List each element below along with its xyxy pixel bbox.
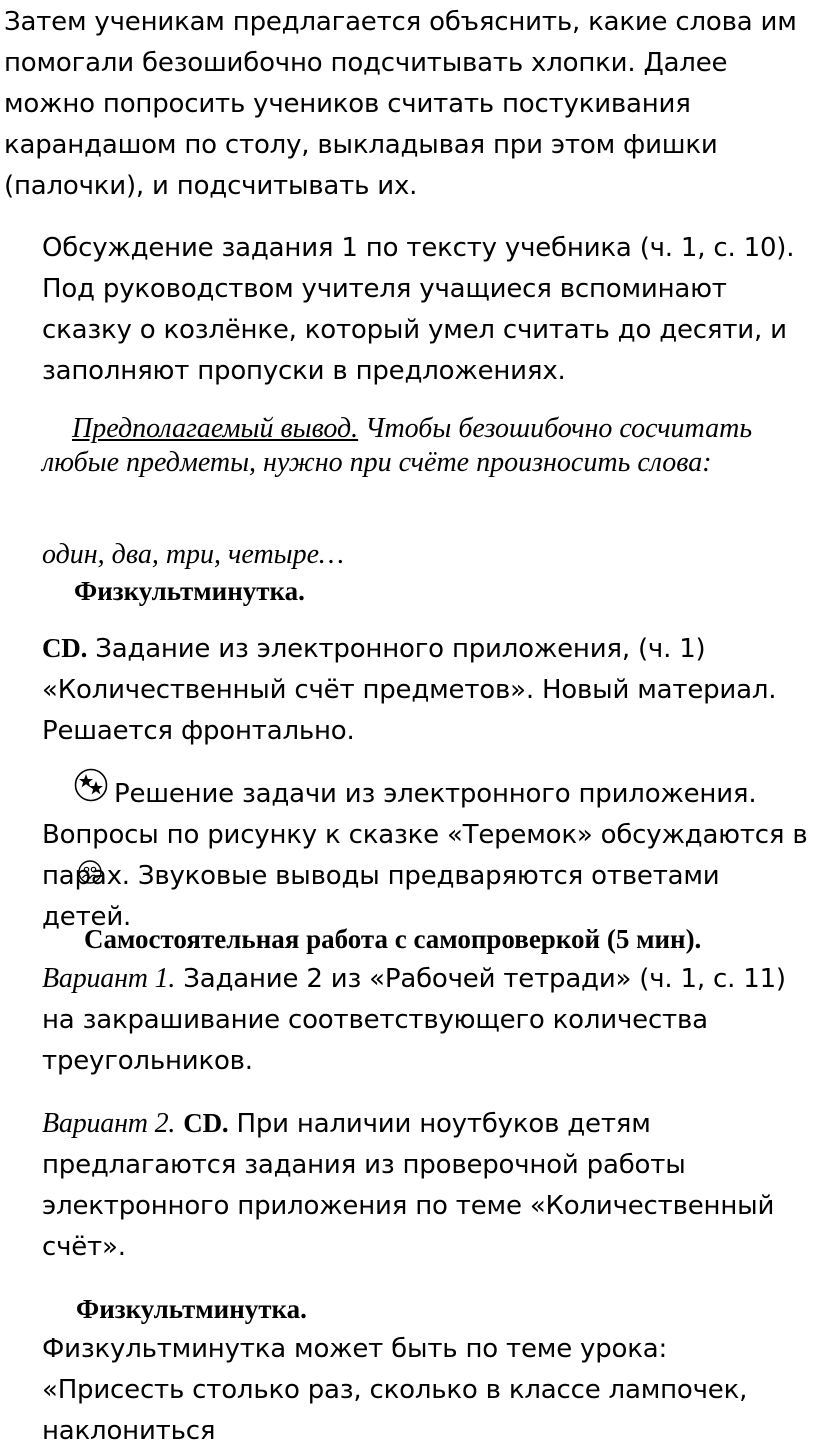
paragraph-variant-1 — [42, 958, 812, 1082]
variant-2-cd-label: CD. — [183, 1108, 229, 1138]
variant-1-label: Вариант 1. — [42, 963, 176, 994]
heading-independent-work: Самостоятельная работа с самопроверкой (5 мин). — [84, 924, 702, 954]
paragraph-intro: Затем ученикам предлагается объяснить, какие слова им помогали безошибочно подсчитывать хлопки. Далее можно попросить учеников считать постукивания карандашом по столу, выкладывая при этом фишки (палочки), и подсчитывать их. — [4, 7, 797, 201]
paragraph-expected-conclusion — [42, 412, 812, 480]
conclusion-text: Чтобы безошибочно сосчитать любые предметы, нужно при счёте произносить слова: — [42, 413, 753, 478]
paragraph-teremok-task — [42, 774, 816, 938]
paragraph-variant-2 — [42, 1103, 812, 1268]
pair-work-icon — [78, 860, 102, 889]
heading-physical-break-1: Физкультминутка. — [74, 576, 305, 606]
paragraph-physical-break-topic: Физкультминутка может быть по теме урока: «Присесть столько раз, сколько в классе лампочек, наклониться — [42, 1334, 748, 1446]
variant-1-text: Задание 2 из «Рабочей тетради» (ч. 1, с. 11) на закрашивание соответствующего количества треугольников. — [42, 964, 786, 1076]
cd-label: CD. — [42, 633, 88, 663]
paragraph-task-1-discussion: Обсуждение задания 1 по тексту учебника (ч. 1, с. 10). Под руководством учителя учащиеся вспоминают сказку о козлёнке, который умел считать до десяти, и заполняют пропуски в предложениях. — [42, 233, 795, 386]
conclusion-label: Предполагаемый вывод. — [72, 413, 359, 444]
variant-2-text: При наличии ноутбуков детям предлагаются задания из проверочной работы электронного приложения по теме «Количественный счёт». — [42, 1109, 775, 1262]
paragraph-cd-task — [42, 628, 812, 752]
teremok-task-text: Решение задачи из электронного приложения. Вопросы по рисунку к сказке «Теремок» обсуждаются в парах. Звуковые выводы предваряются ответами детей. — [42, 779, 808, 932]
paragraph-counting-words: один, два, три, четыре… — [42, 539, 344, 570]
heading-physical-break-2: Физкультминутка. — [76, 1294, 307, 1324]
cd-task-text: Задание из электронного приложения, (ч. 1) «Количественный счёт предметов». Новый материал. Решается фронтально. — [42, 634, 777, 746]
variant-2-label: Вариант 2. — [42, 1108, 176, 1139]
